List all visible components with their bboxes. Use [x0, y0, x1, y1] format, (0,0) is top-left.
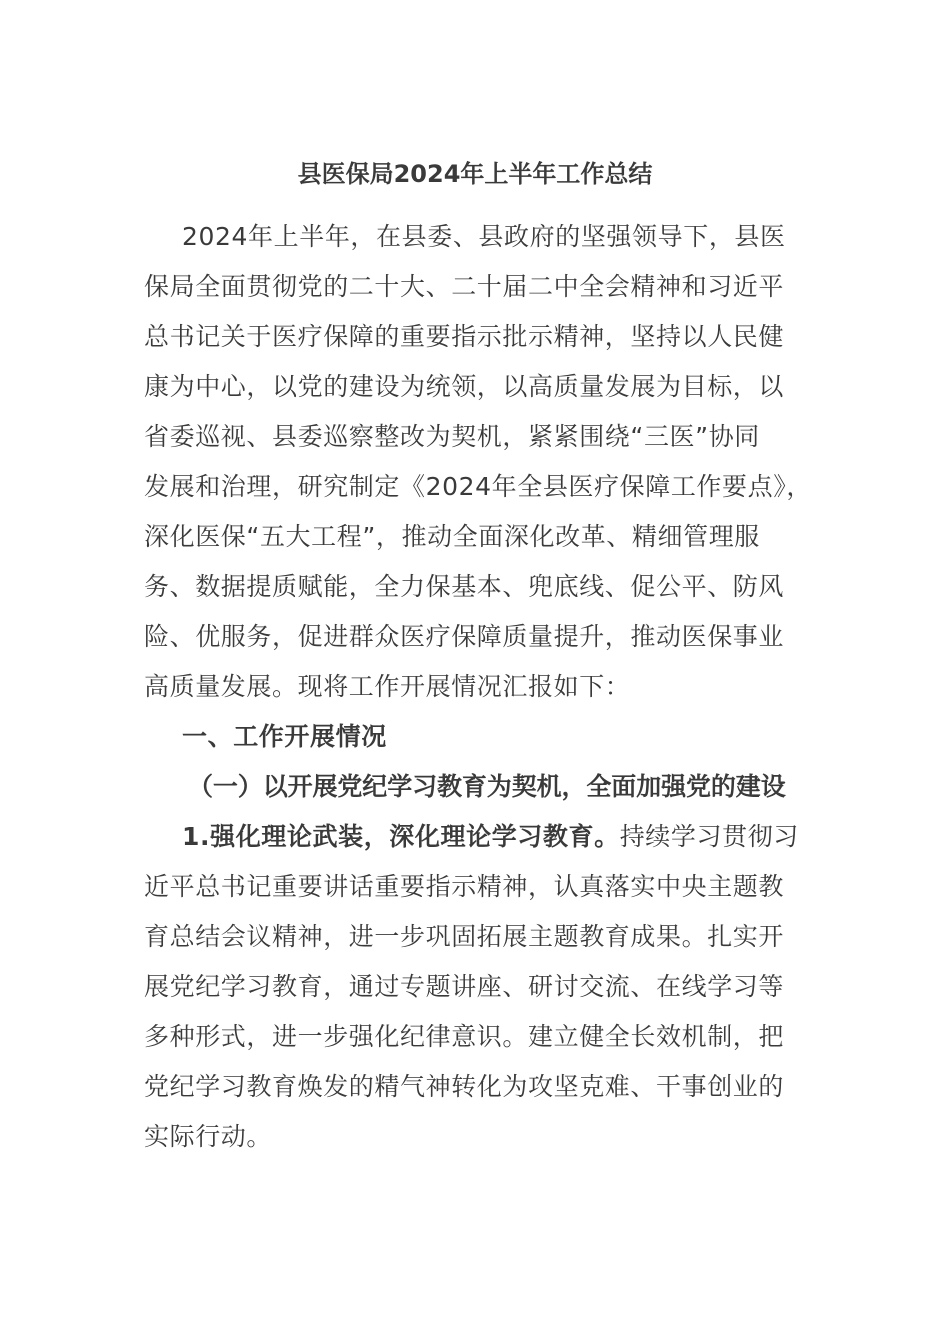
intro-line: 2024年上半年，在县委、县政府的坚强领导下，县医: [182, 222, 786, 251]
section-heading: [144, 712, 829, 762]
intro-paragraph: [144, 212, 829, 712]
intro-line: 深化医保“五大工程”，推动全面深化改革、精细管理服: [144, 522, 760, 551]
intro-line: 总书记关于医疗保障的重要指示批示精神，坚持以人民健: [144, 322, 785, 351]
intro-line: 发展和治理，研究制定《2024年全县医疗保障工作要点》，: [144, 472, 812, 501]
item-line: 近平总书记重要讲话重要指示精神，认真落实中央主题教: [144, 872, 785, 901]
item-line: 多种形式，进一步强化纪律意识。建立健全长效机制，把: [144, 1022, 785, 1051]
item-line: 党纪学习教育焕发的精气神转化为攻坚克难、干事创业的: [144, 1072, 785, 1101]
item-lead: 1.强化理论武装，深化理论学习教育。: [182, 822, 620, 851]
item-first-line: [144, 812, 829, 862]
item-line: 育总结会议精神，进一步巩固拓展主题教育成果。扎实开: [144, 922, 785, 951]
intro-line: 险、优服务，促进群众医疗保障质量提升，推动医保事业: [144, 622, 785, 651]
intro-line: 保局全面贯彻党的二十大、二十届二中全会精神和习近平: [144, 272, 785, 301]
subsection-heading-text: （一）以开展党纪学习教育为契机，全面加强党的建设: [188, 772, 786, 801]
item-first-line-rest: 持续学习贯彻习: [619, 822, 799, 851]
intro-line: 务、数据提质赋能，全力保基本、兜底线、促公平、防风: [144, 572, 785, 601]
intro-line: 省委巡视、县委巡察整改为契机，紧紧围绕“三医”协同: [144, 422, 760, 451]
intro-line: 康为中心，以党的建设为统领，以高质量发展为目标，以: [144, 372, 785, 401]
intro-line: 高质量发展。现将工作开展情况汇报如下：: [144, 672, 631, 701]
subsection-heading: [144, 762, 829, 812]
section-heading-text: 一、工作开展情况: [182, 722, 387, 751]
item-paragraph: [144, 812, 829, 1162]
item-line: 展党纪学习教育，通过专题讲座、研讨交流、在线学习等: [144, 972, 785, 1001]
document-title: 县医保局2024年上半年工作总结: [297, 160, 653, 188]
item-line: 实际行动。: [144, 1122, 273, 1151]
